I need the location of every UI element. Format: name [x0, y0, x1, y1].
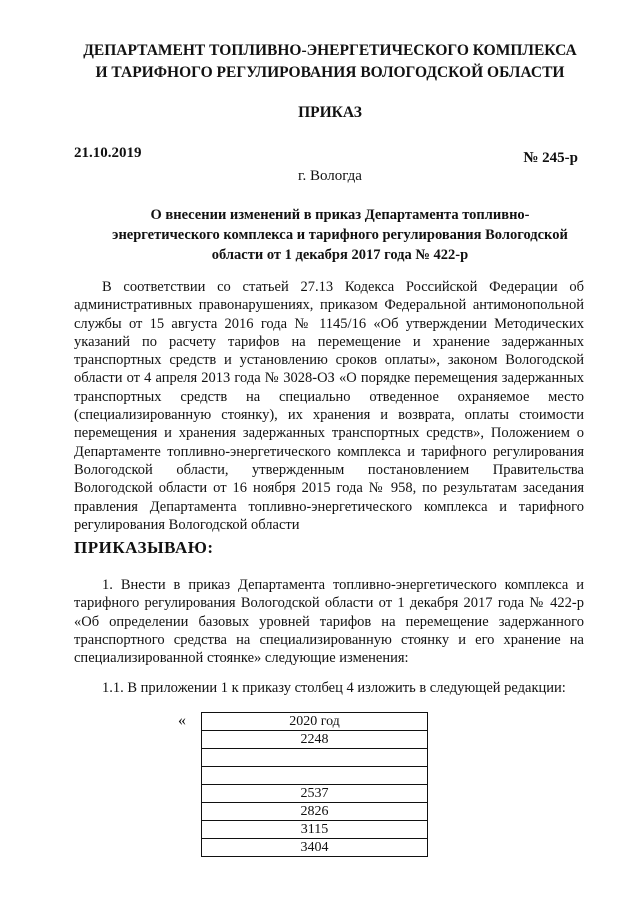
- table-row: [202, 821, 428, 839]
- table-row: [202, 713, 428, 731]
- table-row: [202, 785, 428, 803]
- item-1-1-paragraph: 1.1. В приложении 1 к приказу столбец 4 изложить в следующей редакции:: [102, 680, 566, 696]
- table-row: [202, 767, 428, 785]
- preamble-paragraph: В соответствии со статьей 27.13 Кодекса Российской Федерации об административных правонарушениях, приказом Федеральной антимонопольной службы от 15 августа 2016 года № 1145/16 «Об утверждении Методических указаний по расчету тарифов на перемещение и хранение задержанных транспортных средств и установлению сроков оплаты», законом Вологодской области от 4 апреля 2013 года № 3028-ОЗ «О порядке перемещения задержанных транспортных средств на специально отведенное охраняемое место (специализированную стоянку), их хранения и возврата, оплаты стоимости перемещения и хранения задержанных транспортных средств», Положением о Департаменте топливно-энергетического комплекса и тарифного регулирования Вологодской области, утвержденным постановлением Правительства Вологодской области от 16 ноября 2015 года № 958, по результатам заседания правления Департамента топливно-энергетического комплекса и тарифного регулирования Вологодской области: [74, 279, 584, 533]
- header-line-1: ДЕПАРТАМЕНТ ТОПЛИВНО-ЭНЕРГЕТИЧЕСКОГО КОМПЛЕКСА: [83, 42, 577, 59]
- table-cell: 2826: [202, 803, 428, 821]
- order-title: ПРИКАЗ: [298, 104, 362, 121]
- table-cell: 2248: [202, 731, 428, 749]
- table-row: [202, 803, 428, 821]
- tariff-column-table: [201, 712, 428, 857]
- order-date: 21.10.2019: [74, 145, 142, 161]
- command-heading: ПРИКАЗЫВАЮ:: [74, 538, 214, 557]
- table-cell: 3115: [202, 821, 428, 839]
- header-line-2: И ТАРИФНОГО РЕГУЛИРОВАНИЯ ВОЛОГОДСКОЙ ОБЛАСТИ: [95, 64, 565, 81]
- opening-quote-mark: «: [178, 712, 186, 729]
- table-cell: 3404: [202, 839, 428, 857]
- table-cell: 2020 год: [202, 713, 428, 731]
- order-number: № 245-р: [523, 150, 578, 166]
- table-row: [202, 839, 428, 857]
- order-subject: О внесении изменений в приказ Департамента топливно-энергетического комплекса и тарифного регулирования Вологодской области от 1 декабря 2017 года № 422-р: [112, 207, 568, 263]
- table-cell: [202, 749, 428, 767]
- table-cell: 2537: [202, 785, 428, 803]
- table-cell: [202, 767, 428, 785]
- order-city: г. Вологда: [298, 168, 362, 184]
- table-row: [202, 749, 428, 767]
- department-header: [70, 40, 590, 84]
- table-row: [202, 731, 428, 749]
- item-1-paragraph: 1. Внести в приказ Департамента топливно-энергетического комплекса и тарифного регулирования Вологодской области от 1 декабря 2017 года № 422-р «Об определении базовых уровней тарифов на перемещение задержанного транспортного средства на специализированную стоянку и его хранение на специализированной стоянке» следующие изменения:: [74, 577, 584, 667]
